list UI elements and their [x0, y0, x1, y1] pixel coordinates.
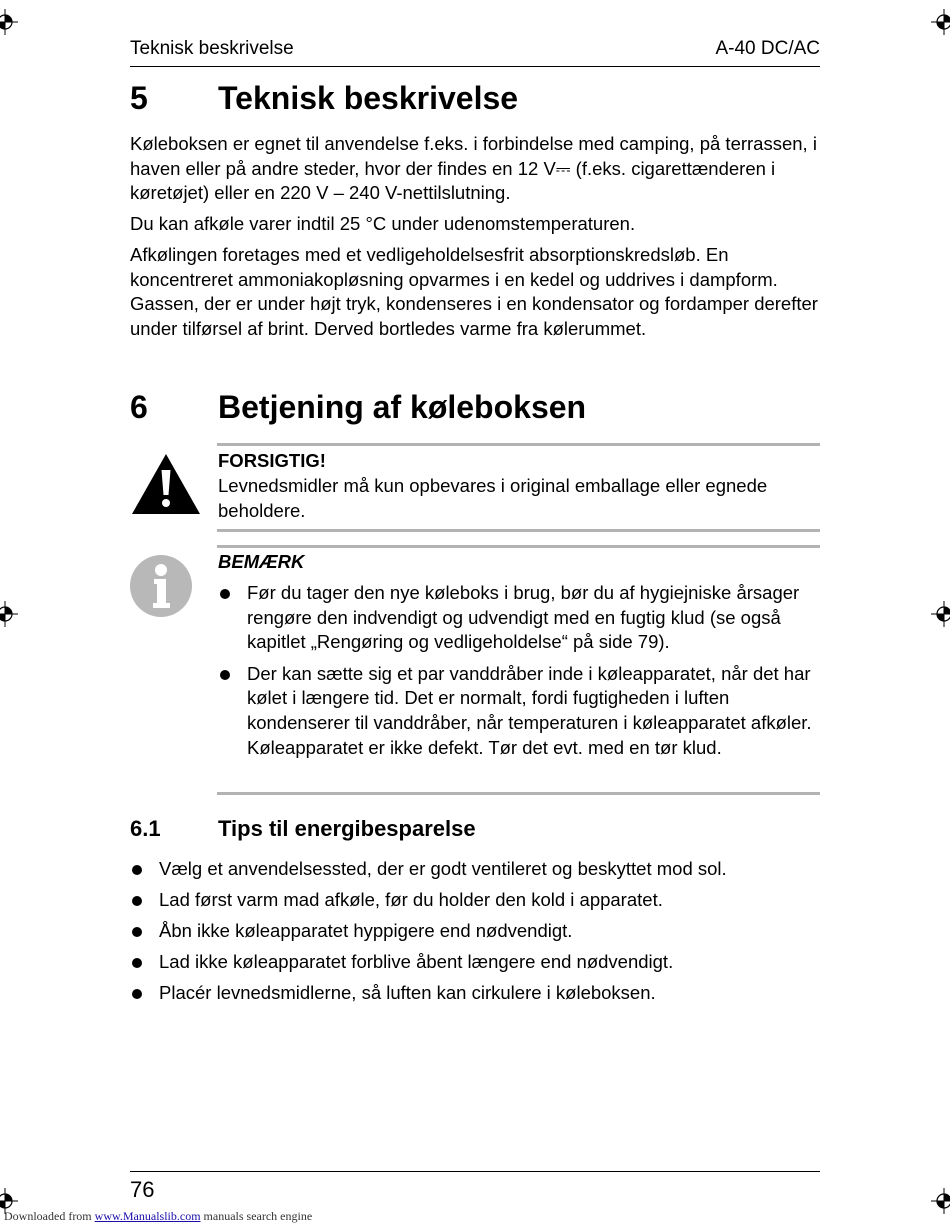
warning-bottom-rule — [217, 529, 820, 532]
tips-list — [130, 857, 820, 1012]
download-prefix: Downloaded from — [4, 1209, 92, 1223]
tip-text: Åbn ikke køleapparatet hyppigere end nødvendigt. — [159, 920, 573, 941]
registration-mark-mid-left — [0, 601, 18, 627]
bullet-icon — [132, 989, 142, 999]
manualslib-link[interactable]: www.Manualslib.com — [94, 1209, 201, 1223]
running-header-title: Teknisk beskrivelse — [130, 38, 294, 59]
note-top-rule — [217, 545, 820, 548]
warning-triangle-icon — [130, 452, 202, 516]
header-divider — [130, 66, 820, 67]
info-icon — [130, 555, 192, 617]
list-item — [130, 981, 820, 1012]
section-title: Betjening af køleboksen — [218, 389, 587, 425]
registration-mark-mid-right — [931, 601, 950, 627]
bullet-icon — [132, 927, 142, 937]
tip-text: Lad ikke køleapparatet forblive åbent længere end nødvendigt. — [159, 951, 674, 972]
list-item — [218, 581, 823, 655]
section-number: 6.1 — [130, 816, 161, 841]
section-number: 5 — [130, 80, 148, 116]
section-number: 6 — [130, 389, 148, 425]
bullet-icon — [132, 865, 142, 875]
bullet-icon — [132, 896, 142, 906]
section-6-heading — [130, 389, 820, 429]
download-notice — [4, 1209, 312, 1224]
tip-text: Lad først varm mad afkøle, før du holder den kold i apparatet. — [159, 889, 663, 910]
section-6-1-heading — [130, 816, 820, 846]
tip-text: Vælg et anvendelsessted, der er godt ventileret og beskyttet mod sol. — [159, 858, 727, 879]
running-header-model: A-40 DC/AC — [715, 38, 820, 59]
list-item — [130, 950, 820, 981]
section-title: Teknisk beskrivelse — [218, 80, 519, 116]
registration-mark-bottom-right — [931, 1188, 950, 1214]
bullet-icon — [220, 589, 230, 599]
note-title: BEMÆRK — [218, 551, 305, 572]
note-item-text: Før du tager den nye køleboks i brug, bør du af hygiejniske årsager rengøre den indvendigt og udvendigt med en fugtig klud (se også kapitlet „Rengøring og vedligeholdelse“ på side 79). — [247, 582, 800, 653]
section-5-heading — [130, 80, 820, 120]
list-item — [218, 662, 823, 760]
note-bottom-rule — [217, 792, 820, 795]
list-item — [130, 888, 820, 919]
bullet-icon — [220, 670, 230, 680]
page-number: 76 — [130, 1177, 155, 1202]
paragraph-cooling-capacity: Du kan afkøle varer indtil 25 °C under udenomstemperaturen. — [130, 213, 636, 234]
note-item-text: Der kan sætte sig et par vanddråber inde i køleapparatet, når det har kølet i længere tid. Det er normalt, fordi fugtigheden i luften kondenserer til vanddråber, når temperaturen i køleapparatet afkøler. Køleapparatet er ikke defekt. Tør det evt. med en tør klud. — [247, 662, 812, 758]
paragraph-absorption: Afkølingen foretages med et vedligeholdelsesfrit absorptionskredsløb. En koncentreret ammoniakopløsning opvarmes i en kedel og uddrives i dampform. Gassen, der er under højt tryk, kondenseres i en kondensator og fordamper derefter under tilførsel af brint. Derved bortledes varme fra kølerummet. — [130, 244, 818, 339]
registration-mark-top-left — [0, 9, 18, 35]
tip-text: Placér levnedsmidlerne, så luften kan cirkulere i køleboksen. — [159, 982, 656, 1003]
bullet-icon — [132, 958, 142, 968]
warning-text: Levnedsmidler må kun opbevares i original emballage eller egnede beholdere. — [218, 475, 768, 521]
list-item — [130, 857, 820, 888]
paragraph-usage: Køleboksen er egnet til anvendelse f.eks. i forbindelse med camping, på terrassen, i haven eller på andre steder, hvor der findes en 12 V⎓ (f.eks. cigarettænderen i køretøjet) eller en 220 V – 240 V-nettilslutning. — [130, 133, 817, 204]
download-suffix: manuals search engine — [203, 1209, 313, 1223]
list-item — [130, 919, 820, 950]
note-list — [218, 581, 823, 767]
section-title: Tips til energibesparelse — [218, 816, 476, 841]
footer-divider — [130, 1171, 820, 1172]
warning-title: FORSIGTIG! — [218, 450, 326, 471]
registration-mark-top-right — [931, 9, 950, 35]
warning-top-rule — [217, 443, 820, 446]
